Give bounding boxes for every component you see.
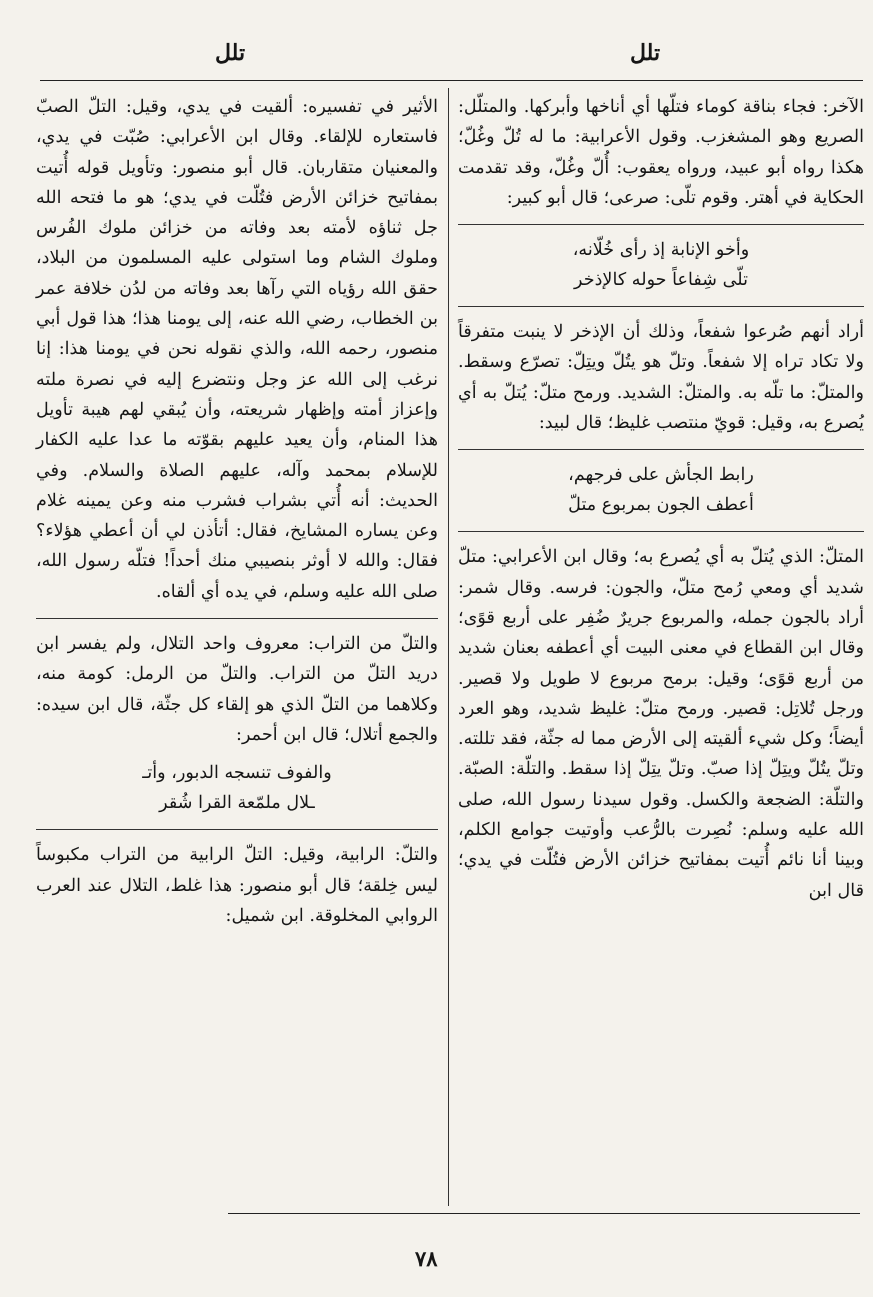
left-paragraph-3: والتلّ: الرابية، وقيل: التلّ الرابية من التراب مكبوساً ليس خِلقة؛ قال أبو منصور: هذا غلط، التلال عند العرب الروابي المخلوقة. ابن شميل: [36,845,438,926]
verse-separator [458,449,864,450]
verse-line: ـلال ملمّعة القرا شُقر [159,793,315,814]
verse-separator [36,829,438,830]
verse-block [458,460,864,520]
footer-rule [228,1213,860,1214]
verse-separator [458,306,864,307]
page-number: ٧٨ [415,1246,438,1271]
verse-separator [458,224,864,225]
verse-block [458,235,864,295]
verse-line: رابط الجأش على فرجهم، [568,465,754,486]
verse-line: أعطف الجون بمربوع متلّ [568,495,754,516]
right-column [458,92,864,906]
verse-block [36,758,438,818]
running-headword-left: تلل [215,40,246,66]
header-rule [40,80,863,81]
right-paragraph-1: الآخر: فجاء بناقة كوماء فتلّها أي أناخها وأبركها. والمتلّل: الصريع وهو المشغزب. وقول الأعرابية: ما له تُلّ وغُلّ؛ هكذا رواه أبو عبيد، ورواه يعقوب: أُلّ وغُلّ، وقد تقدمت الحكاية في أهتر. وقوم تلّى: صرعى؛ قال أبو كبير: [458,97,864,208]
verse-line: وأخو الإنابة إذ رأى خُلّانه، [572,240,750,261]
column-divider [448,88,449,1206]
verse-separator [458,531,864,532]
left-column [36,92,438,931]
left-paragraph-1: الأثير في تفسيره: ألقيت في يدي، وقيل: التلّ الصبّ فاستعاره للإلقاء. وقال ابن الأعرابي: صُبّت في يدي، والمعنيان متقاربان. قال أبو منصور: وتأويل قوله أُتيت بمفاتيح خزائن الأرض فتُلّت في يدي؛ هو ما فتحه الله جل ثناؤه لأمته بعد وفاته من خزائن ملوك الفُرس وملوك الشام وما استولى عليه المسلمون من البلاد، حقق الله رؤياه التي رآها بعد وفاته من لدُن خلافة عمر بن الخطاب، رضي الله عنه، إلى يومنا هذا؛ هذا قول أبي منصور، رحمه الله، والذي نقوله نحن في يومنا هذا: إنا نرغب إلى الله عز وجل ونتضرع إليه في نصرة ملته وإعزاز أمته وإظهار شريعته، وأن يُبقي لهم هيبة تأويل هذا المنام، وأن يعيد عليهم بقوّته ما عدا عليه الكفار للإسلام بمحمد وآله، عليهم الصلاة والسلام. وفي الحديث: أنه أُتي بشراب فشرب منه وعن يمينه غلام وعن يساره المشايخ، فقال: أتأذن لي أن أعطي هؤلاء؟ فقال: والله لا أوثر بنصيبي منك أحداً! فتلّه رسول الله، صلى الله عليه وسلم، في يده أي ألقاه. [36,97,438,602]
verse-line: والفوف تنسجه الدبور، وأتـ [142,763,332,784]
right-paragraph-3: المتلّ: الذي يُتلّ به أي يُصرع به؛ وقال ابن الأعرابي: متلّ شديد أي ومعي رُمح متلّ، والجون: فرسه. وقال شمر: أراد بالجون جمله، والمربوع جريرٌ ضُفِر على أربع قوًى؛ وقال ابن القطاع في معنى البيت أي أعطفه بعنان شديد من أربع قوًى؛ وقيل: برمح مربوع لا طويل ولا قصير. ورجل تُلاتِل: قصير. ورمح متلّ: غليظ شديد، وهو العرد أيضاً؛ وكل شيء ألقيته إلى الأرض مما له جثّة، فقد تللته. وتلّ يتُلّ ويتِلّ إذا صبّ. وتلّ يتِلّ إذا سقط. والتلّة: الصبّة. والتلّة: الضجعة والكسل. وقول سيدنا رسول الله، صلى الله عليه وسلم: نُصِرت بالرُّعب وأوتيت جوامع الكلم، وبينا أنا نائم أُتيت بمفاتيح خزائن الأرض فتُلّت في يدي؛ قال ابن [458,547,864,901]
right-paragraph-2: أراد أنهم صُرعوا شفعاً، وذلك أن الإذخر لا ينبت متفرقاً ولا تكاد تراه إلا شفعاً. وتلّ هو يتُلّ ويتِلّ: تصرّع وسقط. والمتلّ: ما تلّه به. والمتلّ: الشديد. ورمح متلّ: يُتلّ به أي يُصرع به، وقيل: قويّ منتصب غليظ؛ قال لبيد: [458,322,864,434]
left-paragraph-2: والتلّ من التراب: معروف واحد التلال، ولم يفسر ابن دريد التلّ من التراب. والتلّ من الرمل: كومة منه، وكلاهما من التلّ الذي هو إلقاء كل جثّة، قال ابن سيده: والجمع أتلال؛ قال ابن أحمر: [36,634,438,745]
verse-line: تلّى شِفاعاً حوله كالإذخر [574,270,748,291]
verse-separator [36,618,438,619]
running-headword-right: تلل [630,40,661,66]
